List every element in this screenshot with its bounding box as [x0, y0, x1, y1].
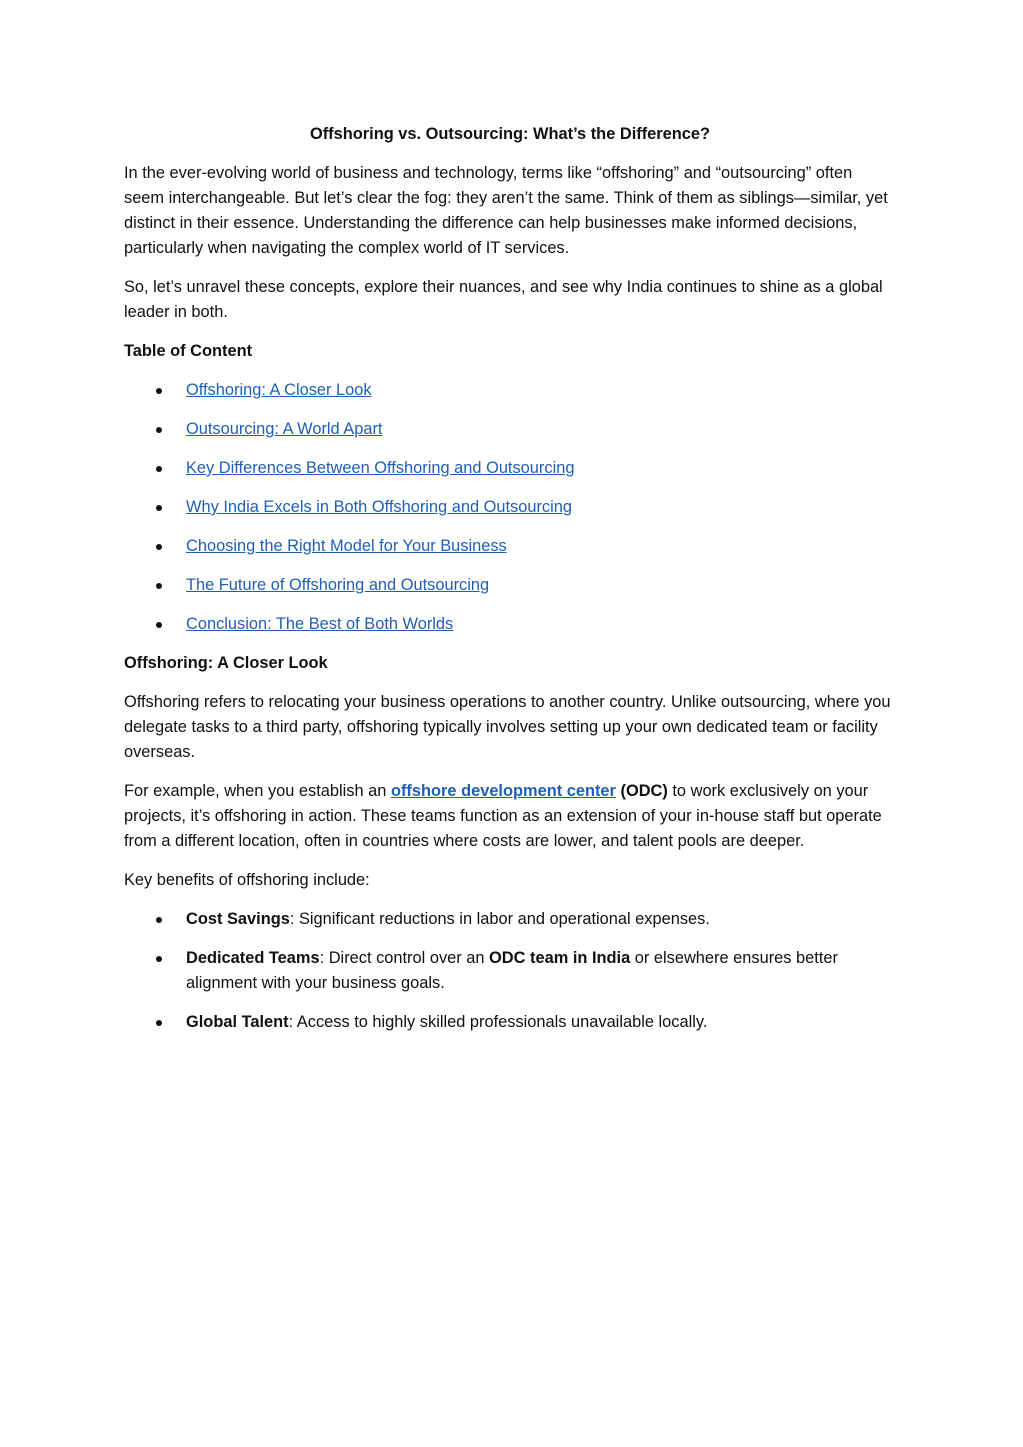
benefits-intro: Key benefits of offshoring include: — [124, 871, 370, 889]
toc-item — [124, 573, 896, 598]
benefit-term: Dedicated Teams — [186, 949, 320, 967]
bullet-icon — [156, 505, 162, 511]
benefit-term: Cost Savings — [186, 910, 290, 928]
toc-link-choosing-right-model[interactable]: Choosing the Right Model for Your Business — [186, 537, 507, 555]
odc-text-after: to work exclusively on your projects, it’s offshoring in action. These teams function as an extension of your in-house staff but operate from a different location, often in countries where costs are lower, and talent pools are deeper. — [124, 782, 882, 850]
bullet-icon — [156, 1020, 162, 1026]
odc-text-before: For example, when you establish an — [124, 782, 391, 800]
bullet-icon — [156, 917, 162, 923]
toc-link-offshoring-closer-look[interactable]: Offshoring: A Closer Look — [186, 381, 372, 399]
benefits-list — [124, 907, 896, 1035]
section-paragraph: Offshoring refers to relocating your business operations to another country. Unlike outsourcing, where you delegate tasks to a third party, offshoring typically involves setting up your own dedicated team or facility overseas. — [124, 693, 891, 761]
benefit-bold-phrase: ODC team in India — [489, 949, 631, 967]
toc-item — [124, 456, 896, 481]
intro-paragraph: So, let’s unravel these concepts, explore their nuances, and see why India continues to shine as a global leader in both. — [124, 278, 883, 321]
odc-paragraph — [124, 779, 896, 854]
toc-link-why-india-excels[interactable]: Why India Excels in Both Offshoring and Outsourcing — [186, 498, 572, 516]
bullet-icon — [156, 466, 162, 472]
bullet-icon — [156, 544, 162, 550]
toc-link-outsourcing-world-apart[interactable]: Outsourcing: A World Apart — [186, 420, 383, 438]
toc-item — [124, 495, 896, 520]
toc-heading: Table of Content — [124, 342, 253, 360]
bullet-icon — [156, 583, 162, 589]
benefit-term: Global Talent — [186, 1013, 289, 1031]
benefit-text: : Significant reductions in labor and operational expenses. — [289, 910, 710, 928]
bullet-icon — [156, 956, 162, 962]
toc-link-conclusion[interactable]: Conclusion: The Best of Both Worlds — [186, 615, 454, 633]
benefit-text: or elsewhere ensures better alignment with your business goals. — [186, 949, 838, 992]
intro-paragraph: In the ever-evolving world of business and technology, terms like “offshoring” and “outsourcing” often seem interchangeable. But let’s clear the fog: they aren’t the same. Think of them as siblings—similar, yet distinct in their essence. Understanding the difference can help businesses make informed decisions, particularly when navigating the complex world of IT services. — [124, 164, 888, 257]
offshore-development-center-link[interactable]: offshore development center — [390, 782, 616, 800]
toc-item — [124, 612, 896, 637]
benefit-text: : Access to highly skilled professionals unavailable locally. — [288, 1013, 708, 1031]
bullet-icon — [156, 388, 162, 394]
bullet-icon — [156, 622, 162, 628]
bullet-icon — [156, 427, 162, 433]
toc-link-future[interactable]: The Future of Offshoring and Outsourcing — [186, 576, 490, 594]
odc-abbreviation: (ODC) — [620, 782, 668, 800]
toc-list — [124, 378, 896, 637]
toc-item — [124, 417, 896, 442]
benefit-text: : Direct control over an — [319, 949, 490, 967]
toc-item — [124, 378, 896, 403]
benefit-item — [124, 946, 896, 996]
toc-item — [124, 534, 896, 559]
document-page — [124, 122, 896, 1049]
benefit-item — [124, 907, 896, 932]
benefit-item — [124, 1010, 896, 1035]
section-heading: Offshoring: A Closer Look — [124, 654, 328, 672]
document-title: Offshoring vs. Outsourcing: What’s the Difference? — [309, 125, 711, 143]
toc-link-key-differences[interactable]: Key Differences Between Offshoring and Outsourcing — [186, 459, 575, 477]
